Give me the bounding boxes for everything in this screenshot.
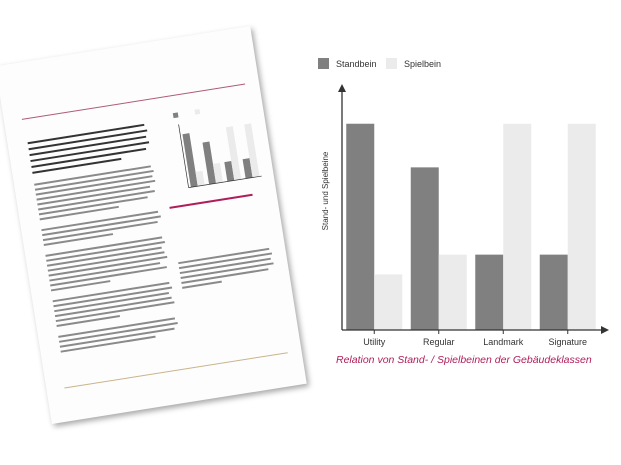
document-footer-rule (64, 352, 287, 388)
thumbnail-legend-swatch-spielbein (195, 109, 201, 115)
y-axis-arrow (338, 84, 346, 92)
x-tick-label-utility: Utility (363, 337, 386, 347)
legend-swatch-standbein (318, 58, 329, 69)
x-tick-label-landmark: Landmark (483, 337, 524, 347)
bar-spielbein-landmark (503, 124, 531, 330)
main-chart-svg (300, 40, 612, 380)
main-chart (300, 40, 612, 380)
text-line (41, 211, 158, 231)
legend-swatch-spielbein (386, 58, 397, 69)
bar-spielbein-regular (439, 255, 467, 330)
text-line (58, 317, 175, 337)
bar-spielbein-signature (568, 124, 596, 330)
y-axis-label: Stand- und Spielbeine (321, 151, 330, 231)
text-line (51, 280, 111, 291)
x-tick-label-regular: Regular (422, 337, 455, 347)
bar-standbein-signature (540, 255, 568, 330)
thumbnail-chart (154, 96, 267, 203)
thumbnail-bar-standbein-regular (202, 141, 216, 184)
legend-label-spielbein: Spielbein (404, 59, 442, 69)
thumbnail-legend-swatch-standbein (173, 112, 179, 118)
bar-standbein-regular (411, 167, 439, 330)
x-axis-arrow (601, 326, 609, 334)
document-thumbnail (0, 26, 307, 424)
bar-spielbein-utility (374, 274, 402, 330)
chart-caption: Relation von Stand- / Spielbeinen der Gebäudeklassen (336, 354, 592, 366)
bar-standbein-utility (346, 124, 374, 330)
bar-standbein-landmark (475, 255, 503, 330)
legend-label-standbein: Standbein (336, 59, 377, 69)
thumbnail-chart-svg (154, 96, 267, 203)
x-tick-label-signature: Signature (548, 337, 588, 347)
thumbnail-bar-standbein-utility (182, 133, 197, 187)
